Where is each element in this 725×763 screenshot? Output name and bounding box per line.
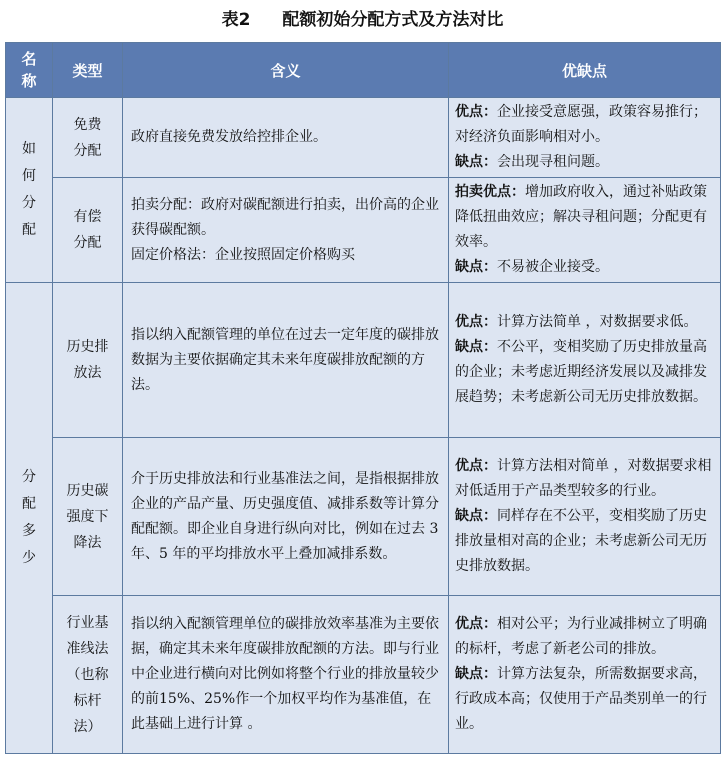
meaning-cell: 指以纳入配额管理的单位在过去一定年度的碳排放数据为主要依据确定其未来年度碳排放配额的方法。: [123, 283, 449, 438]
meaning-cell: 拍卖分配：政府对碳配额进行拍卖，出价高的企业获得碳配额。 固定价格法：企业按照固定价格购买: [123, 178, 449, 283]
header-type: 类型: [53, 43, 123, 98]
comparison-table: [5, 42, 721, 754]
table-number: 表2: [221, 10, 251, 30]
meaning-cell: 政府直接免费发放给控排企业。: [123, 98, 449, 178]
header-pros-cons: 优缺点: [449, 43, 721, 98]
header-row: [6, 43, 721, 98]
table-row: [6, 178, 721, 283]
type-cell: 历史碳 强度下 降法: [53, 438, 123, 596]
pros-cons-cell: 优点：计算方法简单 ，对数据要求低。 缺点：不公平，变相奖励了历史排放量高的企业；未考虑近期经济发展以及减排发展趋势；未考虑新公司无历史排放数据。: [449, 283, 721, 438]
pros-cons-cell: 拍卖优点：增加政府收入，通过补贴政策降低扭曲效应；解决寻租问题；分配更有效率。 缺点：不易被企业接受。: [449, 178, 721, 283]
meaning-cell: 指以纳入配额管理单位的碳排放效率基准为主要依据，确定其未来年度碳排放配额的方法。即与行业中企业进行横向对比例如将整个行业的排放量较少的前15%、25%作一个加权平均作为基准值，在此基础上进行计算 。: [123, 596, 449, 754]
table-row: [6, 98, 721, 178]
group-name-how: 如 何 分 配: [6, 98, 53, 283]
type-cell: 行业基 准线法 （也称 标杆 法）: [53, 596, 123, 754]
pros-cons-cell: 优点：相对公平；为行业减排树立了明确的标杆，考虑了新老公司的排放。 缺点：计算方法复杂，所需数据要求高，行政成本高；仅使用于产品类别单一的行业。: [449, 596, 721, 754]
pros-cons-cell: 优点：企业接受意愿强，政策容易推行；对经济负面影响相对小。 缺点：会出现寻租问题。: [449, 98, 721, 178]
table-caption: [0, 0, 725, 40]
type-cell: 历史排 放法: [53, 283, 123, 438]
group-name-how-much: 分 配 多 少: [6, 283, 53, 754]
table-row: [6, 596, 721, 754]
table-row: [6, 283, 721, 438]
pros-cons-cell: 优点：计算方法相对简单 ，对数据要求相对低适用于产品类型较多的行业。 缺点：同样存在不公平，变相奖励了历史排放量相对高的企业；未考虑新公司无历史排放数据。: [449, 438, 721, 596]
type-cell: 有偿 分配: [53, 178, 123, 283]
header-name: 名 称: [6, 43, 53, 98]
table-title: 配额初始分配方式及方法对比: [282, 10, 504, 30]
meaning-cell: 介于历史排放法和行业基准法之间，是指根据排放企业的产品产量、历史强度值、减排系数等计算分配配额。即企业自身进行纵向对比，例如在过去 3 年、5 年的平均排放水平上叠加减排系数。: [123, 438, 449, 596]
table-row: [6, 438, 721, 596]
header-meaning: 含义: [123, 43, 449, 98]
type-cell: 免费 分配: [53, 98, 123, 178]
